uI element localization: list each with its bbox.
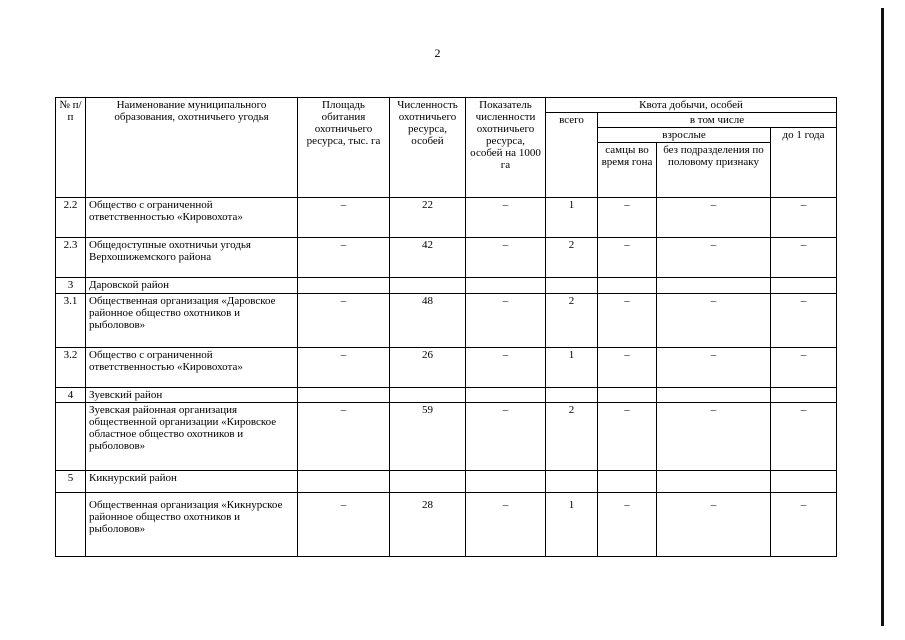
cell-young: –	[771, 198, 837, 238]
cell-index: –	[466, 198, 546, 238]
cell-total: 2	[546, 403, 598, 471]
cell-no: 2.3	[56, 238, 86, 278]
cell-area	[298, 388, 390, 403]
cell-count: 59	[390, 403, 466, 471]
cell-count: 28	[390, 493, 466, 557]
cell-name: Зуевский район	[86, 388, 298, 403]
cell-index: –	[466, 403, 546, 471]
table-row	[56, 388, 837, 403]
cell-index: –	[466, 238, 546, 278]
cell-nosex: –	[657, 348, 771, 388]
header-total: всего	[546, 113, 598, 198]
cell-no: 3.1	[56, 294, 86, 348]
cell-area: –	[298, 294, 390, 348]
cell-name: Общественная организация «Кикнурское районное общество охотников и рыболовов»	[86, 493, 298, 557]
cell-name: Общество с ограниченной ответственностью «Кировохота»	[86, 348, 298, 388]
cell-males	[598, 388, 657, 403]
page-number: 2	[434, 46, 441, 60]
cell-area: –	[298, 493, 390, 557]
cell-count	[390, 471, 466, 493]
cell-nosex: –	[657, 198, 771, 238]
scan-edge-line	[881, 8, 884, 626]
header-including: в том числе	[598, 113, 837, 128]
cell-nosex: –	[657, 403, 771, 471]
cell-index	[466, 278, 546, 294]
cell-area	[298, 471, 390, 493]
header-young: до 1 года	[771, 128, 837, 198]
cell-no: 3	[56, 278, 86, 294]
table-row	[56, 493, 837, 557]
cell-area: –	[298, 198, 390, 238]
cell-index	[466, 471, 546, 493]
cell-total: 1	[546, 493, 598, 557]
cell-count	[390, 388, 466, 403]
cell-area: –	[298, 238, 390, 278]
cell-index: –	[466, 294, 546, 348]
cell-young	[771, 388, 837, 403]
cell-young: –	[771, 348, 837, 388]
header-adults: взрослые	[598, 128, 771, 143]
cell-males: –	[598, 403, 657, 471]
cell-young: –	[771, 238, 837, 278]
cell-nosex: –	[657, 493, 771, 557]
header-quota: Квота добычи, особей	[546, 98, 837, 113]
cell-total: 2	[546, 294, 598, 348]
cell-no: 3.2	[56, 348, 86, 388]
cell-total: 2	[546, 238, 598, 278]
table-row	[56, 471, 837, 493]
cell-area: –	[298, 348, 390, 388]
header-index: Показатель численности охотничьего ресурса, особей на 1000 га	[466, 98, 546, 198]
cell-young	[771, 471, 837, 493]
cell-name: Общественная организация «Даровское районное общество охотников и рыболовов»	[86, 294, 298, 348]
cell-name: Общедоступные охотничьи угодья Верхошижемского района	[86, 238, 298, 278]
cell-no: 5	[56, 471, 86, 493]
cell-total: 1	[546, 198, 598, 238]
cell-males: –	[598, 238, 657, 278]
cell-no: 4	[56, 388, 86, 403]
header-males: самцы во время гона	[598, 143, 657, 198]
cell-name: Общество с ограниченной ответственностью «Кировохота»	[86, 198, 298, 238]
cell-index: –	[466, 493, 546, 557]
cell-count: 26	[390, 348, 466, 388]
cell-nosex: –	[657, 238, 771, 278]
cell-no	[56, 493, 86, 557]
cell-area	[298, 278, 390, 294]
cell-nosex	[657, 388, 771, 403]
cell-area: –	[298, 403, 390, 471]
table-row	[56, 348, 837, 388]
quota-table	[55, 97, 837, 557]
header-no: № п/п	[56, 98, 86, 198]
cell-name: Зуевская районная организация общественной организации «Кировское областное общество охотников и рыболовов»	[86, 403, 298, 471]
cell-males: –	[598, 198, 657, 238]
cell-no	[56, 403, 86, 471]
cell-no: 2.2	[56, 198, 86, 238]
table-row	[56, 403, 837, 471]
cell-total	[546, 278, 598, 294]
table-row	[56, 198, 837, 238]
cell-name: Кикнурский район	[86, 471, 298, 493]
cell-count: 42	[390, 238, 466, 278]
cell-nosex: –	[657, 294, 771, 348]
cell-males: –	[598, 493, 657, 557]
header-area: Площадь обитания охотничьего ресурса, тыс. га	[298, 98, 390, 198]
cell-count: 22	[390, 198, 466, 238]
header-count: Численность охотничьего ресурса, особей	[390, 98, 466, 198]
cell-nosex	[657, 278, 771, 294]
cell-young: –	[771, 403, 837, 471]
cell-name: Даровской район	[86, 278, 298, 294]
header-nosex: без подразделения по половому признаку	[657, 143, 771, 198]
cell-young: –	[771, 493, 837, 557]
cell-index	[466, 388, 546, 403]
cell-males	[598, 278, 657, 294]
cell-males: –	[598, 294, 657, 348]
cell-total	[546, 471, 598, 493]
cell-young	[771, 278, 837, 294]
cell-index: –	[466, 348, 546, 388]
table-row	[56, 294, 837, 348]
cell-young: –	[771, 294, 837, 348]
header-name: Наименование муниципального образования, охотничьего угодья	[86, 98, 298, 198]
cell-males	[598, 471, 657, 493]
cell-nosex	[657, 471, 771, 493]
cell-males: –	[598, 348, 657, 388]
cell-count	[390, 278, 466, 294]
cell-total: 1	[546, 348, 598, 388]
cell-total	[546, 388, 598, 403]
cell-count: 48	[390, 294, 466, 348]
table-row	[56, 238, 837, 278]
table-row	[56, 278, 837, 294]
